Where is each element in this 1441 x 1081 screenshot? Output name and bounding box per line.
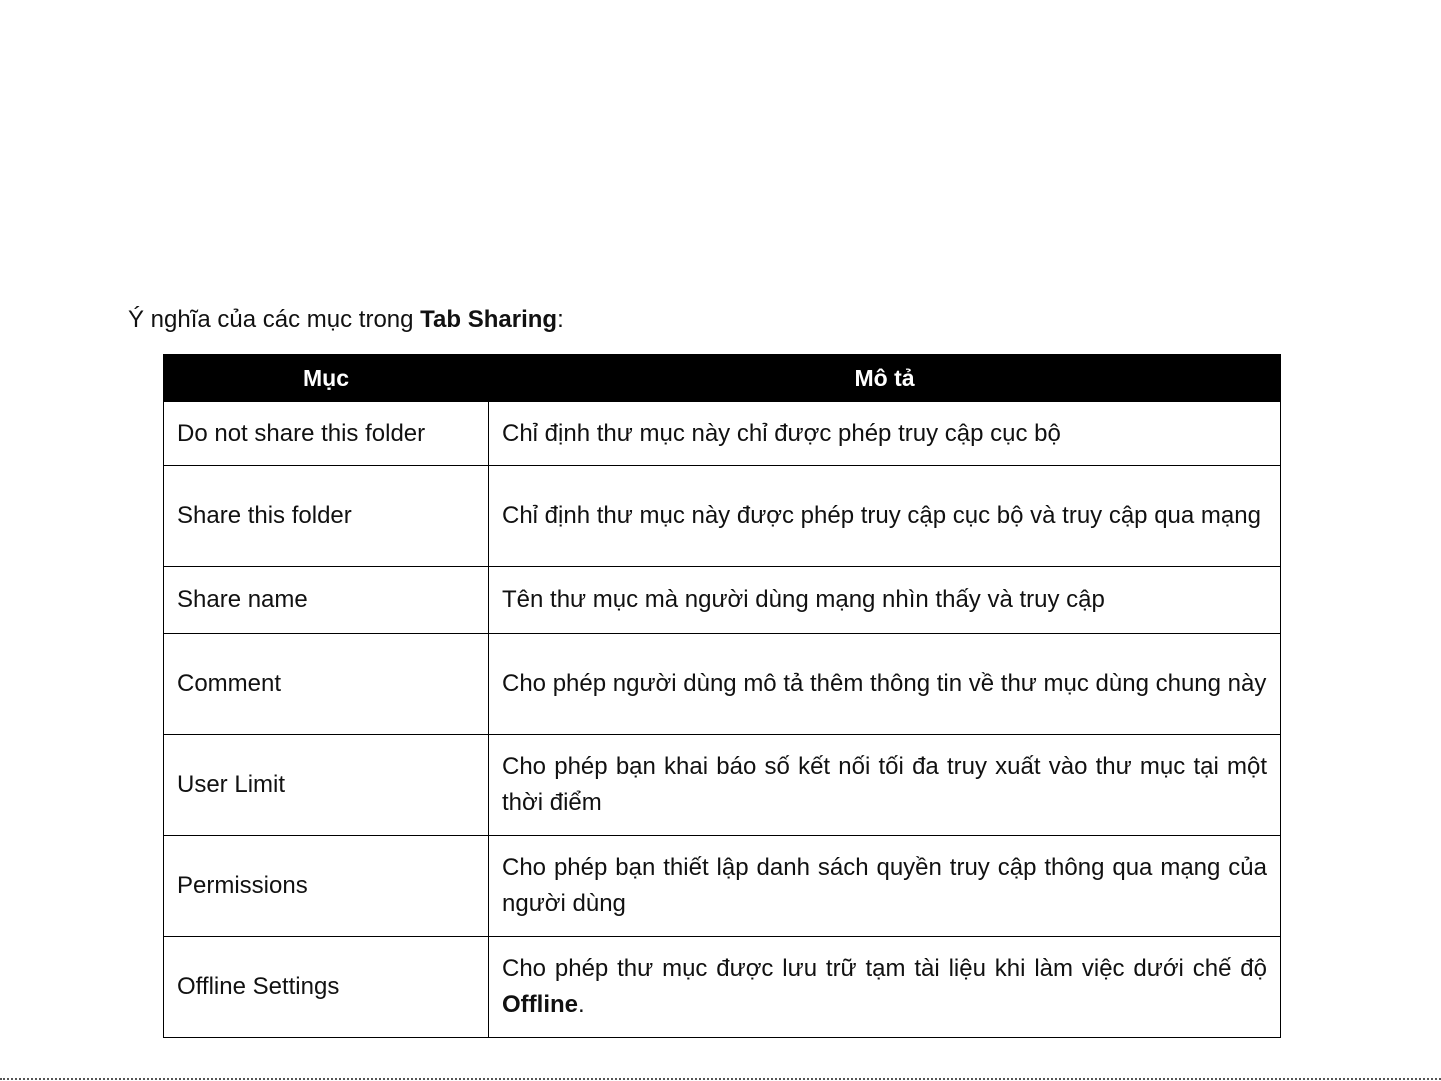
- item-cell: Permissions: [164, 836, 489, 937]
- table-row: [164, 735, 1281, 836]
- table-row: [164, 402, 1281, 466]
- table-row: [164, 937, 1281, 1038]
- item-cell: User Limit: [164, 735, 489, 836]
- description-cell: Chỉ định thư mục này được phép truy cập cục bộ và truy cập qua mạng: [489, 466, 1281, 567]
- table-row: [164, 466, 1281, 567]
- description-cell: Cho phép bạn khai báo số kết nối tối đa truy xuất vào thư mục tại một thời điểm: [489, 735, 1281, 836]
- table-row: [164, 634, 1281, 735]
- header-description: Mô tả: [489, 355, 1281, 402]
- description-cell: [489, 937, 1281, 1038]
- header-item: Mục: [164, 355, 489, 402]
- table-row: [164, 836, 1281, 937]
- intro-paragraph: [128, 305, 564, 335]
- intro-suffix: :: [557, 306, 564, 333]
- page-bottom-divider: [0, 1078, 1441, 1080]
- item-cell: Share this folder: [164, 466, 489, 567]
- intro-text: Ý nghĩa của các mục trong: [128, 306, 421, 333]
- table-header-row: [164, 355, 1281, 402]
- item-cell: Comment: [164, 634, 489, 735]
- description-cell: Cho phép bạn thiết lập danh sách quyền truy cập thông qua mạng của người dùng: [489, 836, 1281, 937]
- table-row: [164, 567, 1281, 634]
- description-cell: Chỉ định thư mục này chỉ được phép truy cập cục bộ: [489, 402, 1281, 466]
- item-cell: Share name: [164, 567, 489, 634]
- sharing-table: [163, 354, 1281, 1038]
- description-cell: Tên thư mục mà người dùng mạng nhìn thấy và truy cập: [489, 567, 1281, 634]
- description-suffix: .: [578, 991, 585, 1018]
- description-text: Cho phép thư mục được lưu trữ tạm tài liệu khi làm việc dưới chế độ: [502, 955, 1267, 982]
- description-cell: Cho phép người dùng mô tả thêm thông tin về thư mục dùng chung này: [489, 634, 1281, 735]
- item-cell: Offline Settings: [164, 937, 489, 1038]
- item-cell: Do not share this folder: [164, 402, 489, 466]
- intro-bold-term: Tab Sharing: [420, 306, 558, 333]
- description-bold-term: Offline: [502, 991, 578, 1018]
